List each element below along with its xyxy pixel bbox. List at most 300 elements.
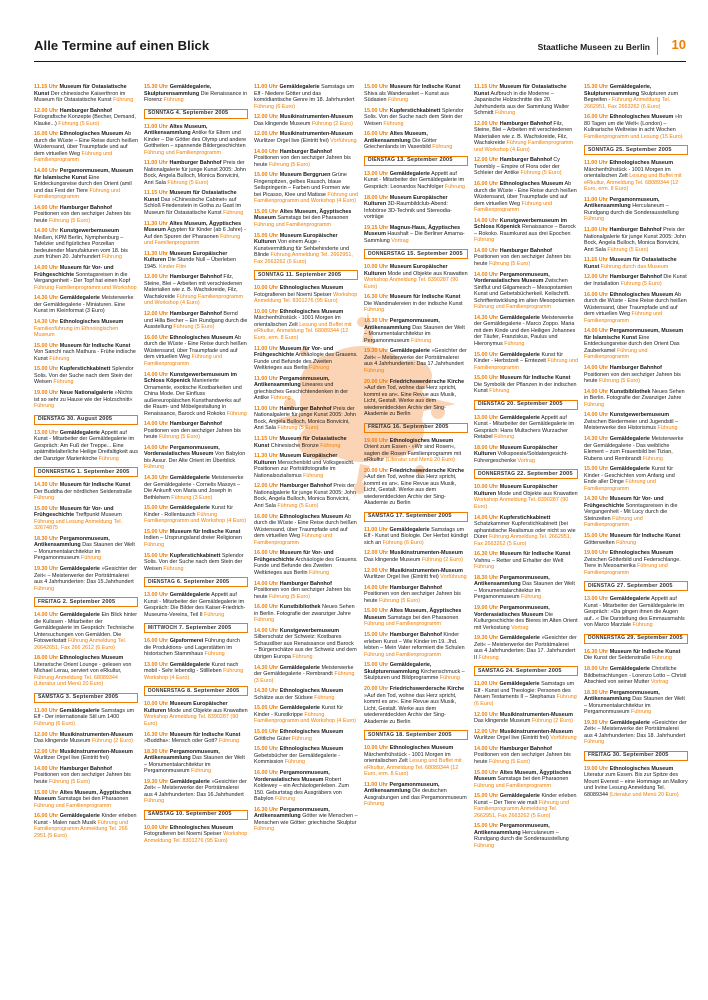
event-type: Führung	[218, 738, 239, 744]
event-type: Workshop Anmeldung Tel. 8390287 (90 Euro)	[144, 714, 239, 727]
event-description: »Auf den Tod, wohne das Herz spricht, kommt es an«. Eine Revue aus Musik, Licht, Gestalt. Werke aus dem wiederentdeckten Archiv der Sing-Akademie zu Berlin	[364, 385, 457, 417]
event-description: Antike für Eltern und Kinder – Die Götter des Olymp und andere Gottheiten – spannende Bildergeschichten	[144, 130, 247, 149]
event-entry	[144, 160, 248, 186]
event-venue: Kunstgewerbemuseum	[609, 412, 670, 419]
event-entry	[144, 335, 248, 368]
event-description: Appetit auf Kunst - Mitarbeiter der Gemäldegalerie im Gespräch: Hans Multschers Wurzacher Retabel	[474, 414, 575, 441]
event-type: Führung (5 Euro)	[159, 434, 201, 441]
event-type: Führung	[204, 651, 225, 658]
event-entry	[144, 732, 248, 745]
event-type: Führung	[494, 434, 515, 441]
event-time: 13.00 Uhr	[144, 661, 169, 668]
day-heading	[34, 597, 138, 607]
event-type: Führung und Familienprogramm	[254, 533, 333, 546]
event-type: Lesung und Buffet mit eRkultur, Anmeldung Tel. 68089344 (12 Euro, erm. 8 Euro)	[254, 321, 352, 341]
event-time: 11.00 Uhr	[584, 160, 608, 167]
event-description: Literatur zum Essen. Bis zur Spitze des Mount Everest – eine Hommage an Mallory und Irvine Lesung Anmeldung Tel. 68089344	[584, 772, 688, 798]
event-venue: Museum Europäischer Kulturen	[254, 232, 338, 246]
event-entry	[254, 688, 358, 701]
day-heading	[584, 581, 688, 591]
event-venue: Hamburger Bahnhof	[279, 483, 332, 490]
event-entry	[364, 195, 468, 221]
event-type: Führung	[489, 388, 510, 395]
event-entry	[584, 389, 688, 409]
event-type: Führung und Familienprogramm	[474, 782, 552, 789]
event-time: 14.00 Uhr	[254, 627, 279, 634]
event-entry	[474, 415, 578, 441]
day-weekday: FREITAG	[368, 424, 391, 430]
event-entry	[254, 807, 358, 833]
event-time: 16.30 Uhr	[364, 294, 389, 301]
event-description: Eine Entdeckungsreise durch den Orient (amil und das Fest der Tiere	[34, 174, 132, 194]
event-description: Mode und Objekte aus Krawatten	[387, 270, 468, 277]
event-type: Vorführung	[550, 735, 577, 742]
event-description: Mode und Objekte aus Krawatten	[497, 490, 578, 497]
event-entry	[34, 84, 138, 104]
event-description: »Gesichter der Zeit« – Meisterwerke der Porträtmalerei aus 4 Jahrhunderten: Das 17. Jahrhundert II	[474, 635, 577, 661]
event-entry	[584, 365, 688, 385]
event-entry	[144, 84, 248, 104]
event-description: »In 80 Tagen um die Welt« (London) – Kulinarische Weltreise in acht Wochen	[584, 114, 683, 134]
event-description: Ägypten für Kinder (ab 6 Jahre) - Auf den Spuren der Pharaonen	[144, 227, 246, 240]
event-description: Treffpunkt Museum	[75, 512, 122, 519]
day-date: 1. September 2005	[76, 468, 130, 475]
event-type: Führung	[309, 569, 330, 576]
day-heading	[34, 693, 138, 703]
event-type: Vortrag	[650, 679, 669, 685]
event-venue: Musikinstrumenten-Museum	[389, 550, 463, 557]
event-type: Führung	[49, 355, 70, 362]
event-time: 13.00 Uhr	[364, 170, 389, 177]
event-time: 11.00 Uhr	[474, 681, 498, 688]
event-type: Führung (5 Euro)	[49, 778, 91, 785]
event-entry	[364, 131, 468, 151]
event-type: Führung	[223, 209, 244, 216]
event-type: Führung (5 Euro)	[599, 378, 641, 384]
day-heading	[144, 577, 248, 587]
event-time: 14.30 Uhr	[584, 436, 609, 443]
event-entry	[254, 114, 358, 127]
event-column	[254, 84, 358, 984]
event-type: Führung und Familienprogramm	[144, 149, 222, 156]
event-entry	[584, 596, 688, 629]
page-number: 10	[671, 37, 686, 52]
day-heading	[584, 751, 688, 761]
event-entry	[34, 708, 138, 728]
event-venue: Gemäldegalerie, Skulpturensammlung	[584, 84, 652, 97]
event-entry	[254, 172, 358, 205]
event-description: Samstags um Elf - Kunst und Theologie: Personen des Neuen Testaments II – Stephanus	[474, 681, 575, 701]
event-description: Samstags bei den Pharaonen	[277, 215, 349, 222]
event-venue: Altes Museum, Ägyptisches Museum	[34, 789, 132, 803]
event-time: 15.00 Uhr	[254, 208, 279, 215]
event-type: Führung	[270, 395, 291, 402]
event-entry	[144, 190, 248, 216]
day-weekday: MITTWOCH	[148, 624, 178, 631]
event-description: Manierierte Ornamente, exotische Kostbarkeiten und China Mode. Der Einfluss außereuropäischen Kunsthandwerks auf die Raum- und Möbelgestaltung in Renaissance, Barock und Rokoko	[144, 378, 242, 417]
event-type: Führung	[642, 455, 663, 462]
event-description: Wurlitzer Orgel live (Eintritt frei)	[364, 574, 439, 581]
event-time: 14.00 Uhr	[34, 228, 59, 235]
day-date: 18. September 2005	[395, 731, 452, 738]
event-type: Lesung und Buffet mit eRkultur, Anmeldung Tel. 68089344 (12 Euro, erm. 8 Euro)	[584, 173, 682, 193]
event-time: 18.30 Uhr	[34, 535, 59, 542]
event-venue: Ethnologisches Museum	[279, 746, 344, 753]
event-type: Führung	[651, 655, 672, 662]
event-type: Führung (5 Euro)	[269, 593, 311, 600]
event-type: Führung und Familienprogramm	[144, 233, 241, 247]
event-description: Kunst nach mobil - Sehr lebendig - Stillleben	[144, 661, 239, 675]
day-heading	[474, 666, 578, 676]
event-type: Führung	[101, 254, 122, 261]
day-weekday: DIENSTAG	[588, 582, 616, 589]
event-time: 16.00 Uhr	[584, 291, 609, 298]
event-venue: Museum Europäischer Kulturen	[474, 484, 558, 497]
event-time: 16.30 Uhr	[584, 648, 609, 655]
event-venue: Hamburger Bahnhof	[279, 148, 332, 155]
event-type: Führung (3 Euro)	[254, 671, 355, 684]
event-venue: Gemäldegalerie	[499, 793, 540, 800]
day-heading	[584, 634, 688, 644]
day-date: 16. September 2005	[392, 424, 449, 430]
event-time: 15.00 Uhr	[144, 528, 169, 535]
event-entry	[474, 121, 578, 154]
event-description: Herculaneum – Rundgang durch die Sonderausstellung	[584, 203, 679, 216]
day-weekday: DONNERSTAG	[148, 687, 186, 694]
event-entry	[254, 665, 358, 685]
event-entry	[364, 379, 468, 418]
event-type: Führung und Familienprogramm	[584, 479, 656, 492]
event-time: 12.00 Uhr	[34, 748, 59, 755]
event-description: Von Sanchi nach Mathura - Frühe indische Kunst	[34, 349, 136, 362]
event-venue: Museum Europäischer Kulturen	[254, 453, 338, 466]
event-entry	[254, 705, 358, 725]
event-venue: Gemäldegalerie	[499, 351, 540, 358]
event-entry	[254, 581, 358, 601]
event-venue: Museum für Indische Kunst	[499, 375, 571, 382]
event-time: 13.00 Uhr	[584, 596, 609, 603]
event-entry	[584, 84, 688, 110]
event-description: Ab durch die Wüste - Eine Reise durch heißen Wüstensand, über Traumpfade und auf dem virtuellen Weg	[584, 291, 687, 318]
day-heading	[364, 423, 468, 433]
event-type: Führung	[34, 585, 55, 592]
event-time: 14.30 Uhr	[144, 475, 169, 482]
event-time: 15.00 Uhr	[584, 466, 609, 473]
event-entry	[474, 712, 578, 725]
event-entry	[364, 171, 468, 191]
event-time: 16.00 Uhr	[34, 813, 59, 820]
event-description: Das klingende Museum	[34, 738, 91, 744]
event-venue: Kunstgewerbemuseum	[279, 627, 340, 634]
event-time: 15.00 Uhr	[34, 505, 59, 512]
event-description: Cy Twombly – Empire of Flora oder der Schleier der Antike	[474, 157, 560, 177]
event-description: Filz, Steine, Blei – Arbeiten mit verschiedenen Materialien wie z. B. Wachskreide, Filz, Wachskreide	[144, 274, 243, 300]
event-time: 20.00 Uhr	[364, 467, 389, 474]
event-description: Kunst für Kinder - Kunstkrippe	[254, 705, 344, 718]
event-description: Eine Entdeckungsreise durch den Orient Das Zauberkamel	[584, 334, 680, 354]
event-venue: Gemäldegalerie	[169, 661, 210, 668]
page-header	[34, 36, 686, 58]
event-time: 11.00 Uhr	[584, 196, 608, 203]
event-description: Positionen von den sechziger Jahren bis heute	[254, 587, 351, 600]
event-description: Mode und Objekte aus Krawatten	[167, 707, 248, 714]
event-type: Führung	[34, 403, 55, 410]
event-entry	[34, 732, 138, 745]
day-date: 13. September 2005	[396, 157, 453, 164]
event-entry	[34, 566, 138, 592]
event-type: Führung Anmeldung Tel. 68089344 (Literatur und Menü 20 Euro)	[34, 674, 118, 688]
event-time: 14.00 Uhr	[254, 148, 279, 155]
event-entry	[254, 376, 358, 402]
event-type: Führung (5 Euro)	[620, 280, 662, 287]
event-type: Führung (5 Euro)	[277, 502, 319, 509]
event-type: Führung (5 Euro)	[167, 179, 209, 186]
event-description: Filz, Steine, Blei – Arbeiten mit verschiedenen Materialien wie z. B. Wachskreide, Filz, Wachskreide	[474, 120, 573, 147]
event-entry	[364, 568, 468, 581]
event-venue: Friedrichswerdersche Kirche	[389, 378, 465, 385]
event-type: Vortrag	[511, 624, 529, 631]
event-venue: Museum für Indische Kunst	[389, 294, 461, 301]
event-description: »Auf den Tod, wohne das Herz spricht, kommt es an«. Eine Revue aus Musik, Licht, Gestalt. Werke aus dem wiederentdeckten Archiv der Sing-Akademie zu Berlin	[364, 474, 457, 507]
event-venue: Museum Europäischer Kulturen	[474, 444, 558, 458]
day-date: 15. September 2005	[406, 250, 463, 257]
event-description: Das Staunen der Welt – Monumentalarchitektur im Pergamonmuseum	[144, 755, 245, 775]
event-time: 12.00 Uhr	[474, 711, 499, 718]
event-venue: Gemäldegalerie	[169, 778, 210, 785]
event-entry	[474, 352, 578, 372]
day-weekday: DONNERSTAG	[588, 635, 626, 642]
event-entry	[584, 197, 688, 223]
event-time: 14.00 Uhr	[364, 584, 389, 591]
event-time: 15.00 Uhr	[144, 505, 169, 512]
event-entry	[254, 514, 358, 547]
event-entry	[474, 681, 578, 707]
event-entry	[364, 745, 468, 778]
event-venue: Ethnologisches Museum	[169, 824, 234, 831]
event-entry	[144, 592, 248, 618]
event-venue: Altes Museum, Ägyptisches Museum	[144, 220, 242, 234]
event-time: 11.00 Uhr	[364, 526, 388, 533]
event-entry	[584, 160, 688, 193]
event-venue: Neue Nationalgalerie	[59, 390, 114, 397]
event-type: Führung Anmeldung Tel. 2662951, Fax 2663262 (5 Euro)	[474, 534, 572, 547]
event-type: Führung und Familienprogramm Anmeldung Tel. 2662951, Fax 2663262 (5 Euro)	[474, 799, 570, 819]
event-type: Vortrag	[391, 237, 409, 244]
event-description: Skulpturen zum Begreifen -	[584, 90, 679, 103]
event-entry	[474, 181, 578, 214]
event-entry	[34, 655, 138, 688]
event-description: Kinder erleben Kunst – Der Tiere wie malt	[474, 793, 577, 806]
event-type: Führung (5 Euro)	[379, 597, 421, 604]
event-time: 15.00 Uhr	[584, 533, 609, 540]
event-venue: Gemäldegalerie	[59, 813, 100, 820]
event-description: Volkspoesie/Soldatengesicht-Führergeschenke	[474, 451, 569, 464]
event-type: Führung	[504, 340, 525, 347]
event-venue: Pergamonmuseum, Antikensammlung	[34, 535, 110, 549]
event-time: 12.00 Uhr	[474, 157, 499, 164]
event-time: 19.30 Uhr	[584, 719, 609, 726]
event-entry	[144, 825, 248, 845]
event-time: 12.00 Uhr	[144, 311, 169, 318]
event-entry	[34, 813, 138, 839]
event-venue: Ethnologisches Museum	[279, 285, 344, 292]
event-type: Führung	[494, 110, 516, 116]
event-description: Märchenfrühstück - 1001 Morgen im orientalischen Zelt	[254, 315, 341, 328]
event-entry	[584, 436, 688, 462]
event-time: 15.00 Uhr	[34, 342, 59, 349]
event-venue: Musikinstrumenten-Museum	[279, 131, 353, 138]
event-description: Aufbruch in die Moderne – Japanische Holzschnitte des 20. Jahrhunderts aus der Sammlung Walter Schmidt	[474, 90, 570, 116]
day-weekday: SONNTAG	[258, 271, 285, 278]
event-entry	[34, 790, 138, 810]
event-type: Führung und Familienprogramm und Workshop (4 Euro)	[254, 191, 358, 205]
event-type: Führung	[254, 826, 275, 833]
event-time: 16.00 Uhr	[364, 131, 389, 138]
day-weekday: DIENSTAG	[478, 401, 506, 408]
event-venue: Hamburger Bahnhof	[169, 274, 222, 281]
event-description: Herculaneum – Rundgang durch die Sonderausstellung	[474, 829, 569, 843]
event-venue: Museum für Vor- und Frühgeschichte	[254, 550, 334, 563]
event-description: Von Babylon bis Assur. Der Alte Orient im Überblick	[144, 451, 246, 464]
event-venue: Ethnologisches Museum	[499, 181, 564, 188]
event-description: Preis der Nationalgalerie für junge Kunst 2005: John Bock, Angela Bulloch, Monica Bonvicini, Anri Sala	[254, 405, 356, 432]
event-type: Workshop Anmeldung Tel. 8301276 (95 Euro)	[144, 831, 248, 844]
event-time: 19.15 Uhr	[364, 224, 389, 231]
event-entry	[34, 319, 138, 339]
day-heading	[144, 810, 248, 820]
event-venue: Gemäldegalerie	[279, 705, 320, 712]
event-venue: Ethnologisches Museum	[609, 114, 674, 121]
event-description: Meißen, KPM Berlin, Nymphenburg – Tafelzier und figürliches Porzellan bedeutender Manufakturen vom 18. bis zum frühen 20. Jahrhundert	[34, 234, 128, 261]
event-entry	[474, 157, 578, 177]
event-venue: Kunstbibliothek	[609, 388, 651, 395]
event-time: 18.30 Uhr	[144, 748, 169, 755]
event-time: 18.30 Uhr	[474, 574, 499, 581]
event-type: Führung Workshop (4 Euro)	[144, 668, 244, 681]
event-venue: Gemäldegalerie	[609, 596, 650, 603]
event-entry	[584, 766, 688, 799]
event-type: Führung	[444, 183, 465, 190]
event-entry	[364, 225, 468, 245]
event-venue: Gemäldegalerie	[169, 505, 210, 512]
day-weekday: SAMSTAG	[38, 694, 65, 701]
event-venue: Kupferstichkabinett	[389, 107, 441, 114]
event-entry	[254, 453, 358, 479]
event-venue: Gemäldegalerie	[169, 592, 210, 599]
event-venue: Pergamonmuseum, Antikensammlung	[364, 781, 440, 795]
event-type: Führung	[284, 759, 305, 766]
event-description: Die Renaissance in Florenz	[144, 90, 248, 103]
day-weekday: SAMSTAG	[368, 513, 395, 520]
event-time: 14.00 Uhr	[34, 168, 59, 175]
event-venue: Gemäldegalerie	[59, 707, 100, 714]
event-type: Führung	[254, 617, 275, 624]
event-type: Familienführung im Ethnologischen Museum	[34, 325, 119, 338]
event-type: Führung	[383, 120, 404, 127]
event-entry	[364, 782, 468, 808]
event-entry	[474, 575, 578, 601]
event-venue: Pergamonmuseum, Museum für Islamische Kunst	[34, 168, 134, 181]
event-entry	[364, 84, 468, 104]
event-description: Die Kunst der Installation	[584, 274, 687, 287]
event-time: 15.00 Uhr	[364, 84, 389, 90]
event-type: Führung	[474, 564, 495, 571]
event-entry	[474, 484, 578, 510]
event-type: Führung	[204, 611, 225, 618]
event-description: Indien – Ursprungsland dreier Religionen	[144, 535, 242, 542]
event-type: Führung Anmeldung Tel. 2662951, Fax 2663262 (6 Euro)	[584, 97, 671, 110]
event-description: Fotografische Konzepte (Becher, Demand, Klauke...)	[34, 114, 136, 127]
event-entry	[34, 482, 138, 502]
event-venue: Pergamonmuseum, Vorderasiatisches Museum	[474, 271, 550, 285]
event-entry	[144, 529, 248, 549]
event-entry	[144, 445, 248, 471]
event-description: Das klingende Museum	[254, 120, 311, 127]
event-entry	[364, 108, 468, 128]
event-description: Kunst für Kinder - Herbstzeit – Erntezeit	[474, 351, 564, 364]
event-description: Fotografieren bei Noemi Speiser	[254, 291, 332, 298]
event-time: 16.00 Uhr	[254, 770, 279, 776]
event-type: Führung (6 Euro)	[382, 539, 424, 546]
event-venue: Friedrichswerdersche Kirche	[389, 467, 465, 474]
day-heading	[364, 249, 468, 259]
event-venue: Pergamonmuseum, Antikensammlung	[254, 806, 330, 820]
event-venue: Ethnologisches Museum	[609, 550, 674, 557]
event-description: Bernd und Hilla Becher – Ein Rundgang durch die Ausstellung	[144, 311, 248, 331]
event-type: Führung	[144, 541, 165, 548]
event-entry	[584, 257, 688, 270]
event-entry	[364, 585, 468, 605]
event-description: Die deutschen Ausgrabungen und das Pergamonmuseum	[364, 788, 467, 801]
event-description: Positionen von den sechziger Jahren bis heute	[474, 752, 571, 765]
event-venue: Hamburger Bahnhof	[389, 632, 442, 639]
event-venue: Museum Berggruen	[279, 172, 331, 179]
event-venue: Gemäldegalerie	[169, 475, 210, 482]
event-description: Meisterwerke der Gemäldegalerie - Rembrandt	[254, 664, 354, 678]
event-description: Göttliche Güter	[254, 735, 291, 742]
event-venue: Gemäldegalerie	[389, 348, 430, 355]
event-time: 14.00 Uhr	[584, 365, 609, 371]
event-description: Kunst für Kinder - Rollentausch	[144, 505, 234, 518]
event-entry	[144, 553, 248, 573]
event-venue: Altes Museum, Ägyptisches Museum	[364, 608, 462, 621]
event-type: Führung (5 Euro)	[49, 217, 91, 224]
day-date: 8. September 2005	[186, 687, 240, 694]
event-time: 11.30 Uhr	[144, 250, 168, 257]
event-column	[364, 84, 468, 984]
event-type: Führung	[226, 410, 247, 417]
day-date: 17. September 2005	[395, 513, 452, 520]
event-entry	[474, 84, 578, 117]
event-time: 15.00 Uhr	[144, 552, 169, 559]
event-type: Führung (5 Euro)	[173, 324, 215, 331]
event-description: Zwischen Götterbild und Federschlange. Tiere in Mesoamerika	[584, 556, 681, 570]
event-time: 12.00 Uhr	[254, 114, 279, 121]
event-entry	[364, 608, 468, 628]
event-description: Die Kunst der Seidenstraße	[584, 655, 651, 662]
event-entry	[474, 793, 578, 819]
event-description: Grüne Fingerspitzen, gelbes Rausch, blaue Seilspringerin – Farben und Formen wie bei Picasso, Klee und Matisse	[254, 172, 350, 198]
event-type: Familienprogramm und Lesung (15 Euro)	[584, 133, 683, 140]
event-venue: Ethnologisches Museum	[279, 513, 344, 520]
day-weekday: SONNTAG	[368, 731, 395, 738]
event-type: Führung Familienprogramm und Workshop	[34, 284, 137, 291]
event-type: Führung Anmeldung Tel. 26642651, Fax 266 2612 (6 Euro)	[34, 638, 127, 651]
event-time: 10.00 Uhr	[254, 308, 279, 315]
event-description: Samstags bei den Pharaonen	[497, 776, 569, 783]
event-type: Führung	[303, 472, 324, 479]
event-time: 16.00 Uhr	[254, 513, 279, 520]
